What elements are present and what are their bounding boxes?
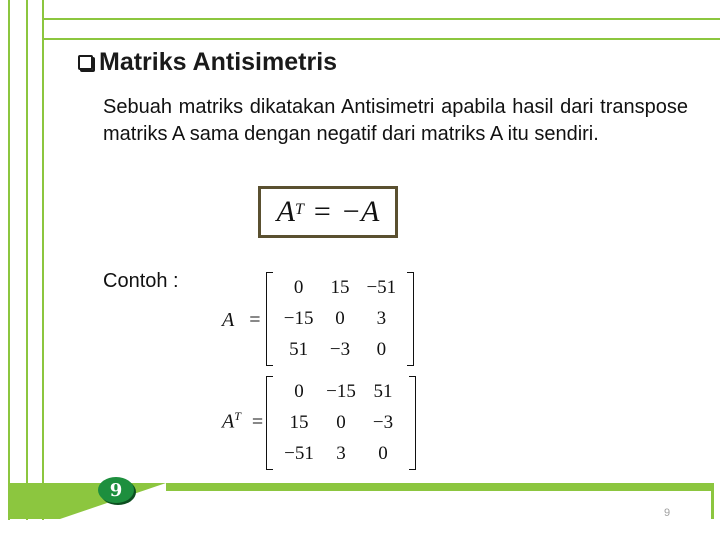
- matrix-at: [266, 376, 416, 470]
- matrix-at-cell: −15: [326, 380, 356, 402]
- matrix-a-left-bracket: [266, 272, 273, 366]
- matrix-a-cell: 51: [289, 339, 309, 361]
- matrix-at-cell: 0: [294, 380, 304, 402]
- frame-top-border: [44, 18, 720, 40]
- matrix-a-label: [222, 309, 261, 332]
- matrix-a-cell: 15: [330, 276, 350, 298]
- matrix-a-cell: 0: [335, 307, 345, 329]
- definition-paragraph: Sebuah matriks dikatakan Antisimetri apabila hasil dari transpose matriks A sama dengan negatif dari matriks A itu sendiri.: [103, 96, 688, 145]
- matrix-at-right-bracket: [409, 376, 416, 470]
- matrix-a-cell: −51: [366, 276, 397, 298]
- matrix-at-cell: 3: [336, 443, 346, 465]
- matrix-at-eq: =: [251, 410, 264, 433]
- frame-inner-line: [26, 0, 28, 520]
- matrix-a-cell: 3: [376, 307, 387, 329]
- formula-eq: =: [313, 195, 331, 228]
- matrix-a-name: A: [222, 309, 235, 331]
- matrix-at-cell: −3: [372, 411, 394, 433]
- slide-badge: 9: [98, 477, 134, 503]
- matrix-at-sup: T: [234, 409, 241, 423]
- bottom-bar-inner: [166, 491, 711, 519]
- formula-box: [258, 186, 398, 238]
- page-number: 9: [664, 507, 671, 519]
- matrix-at-cell: 0: [336, 411, 346, 433]
- matrix-at-cell: −51: [284, 443, 314, 465]
- matrix-at-cell: 0: [378, 443, 388, 465]
- matrix-a-cell: 0: [376, 339, 387, 361]
- checkbox-bullet-icon: [78, 55, 93, 70]
- matrix-a-right-bracket: [407, 272, 414, 366]
- matrix-a-cell: −15: [283, 307, 314, 329]
- example-label: Contoh :: [103, 270, 179, 292]
- matrix-at-left-bracket: [266, 376, 273, 470]
- matrix-a: [266, 272, 414, 366]
- matrix-at-cell: 51: [373, 380, 393, 402]
- matrix-at-name: A: [222, 410, 235, 433]
- heading-text: Matriks Antisimetris: [99, 48, 338, 76]
- formula-lhs: A: [276, 195, 295, 228]
- matrix-at-label: [222, 409, 263, 434]
- slide-heading: [78, 48, 337, 77]
- matrix-a-cell: −3: [329, 339, 351, 361]
- formula-sup: T: [294, 201, 304, 218]
- formula-rhs: −A: [340, 195, 380, 228]
- matrix-at-cell: 15: [289, 411, 309, 433]
- matrix-a-eq: =: [249, 309, 261, 331]
- matrix-a-cell: 0: [293, 276, 304, 298]
